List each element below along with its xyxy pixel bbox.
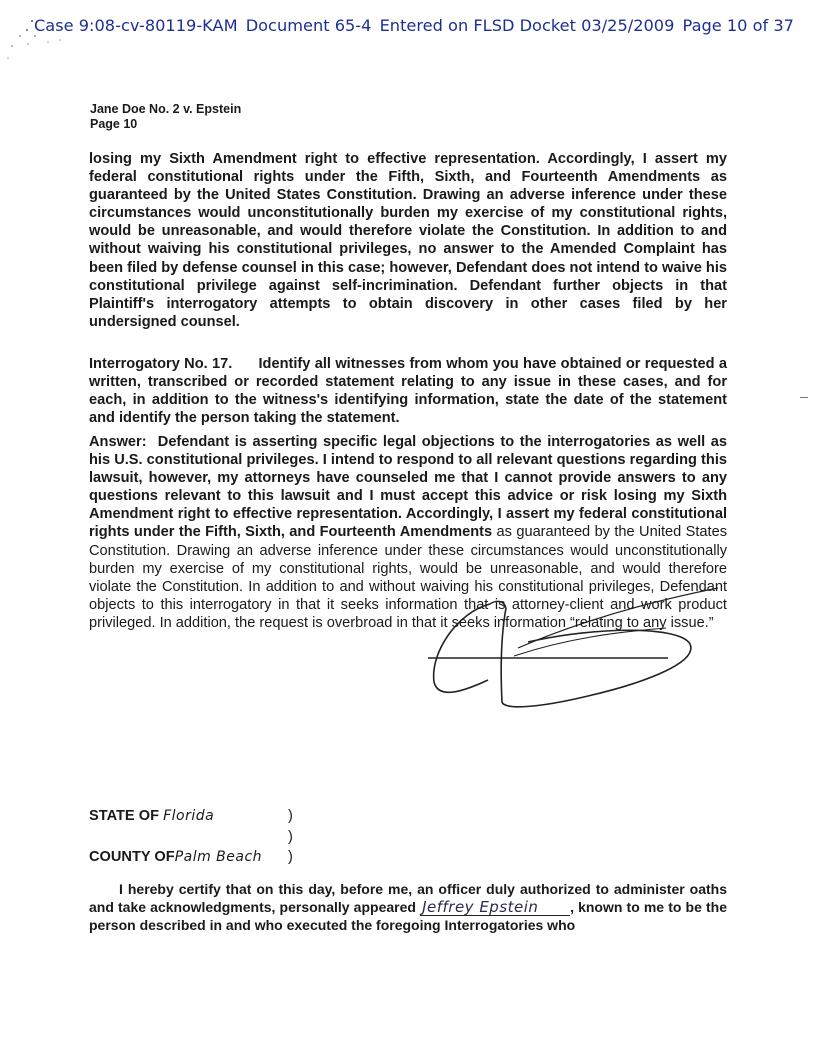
interrogatory-17-label: Interrogatory No. 17.: [89, 356, 233, 372]
certify-after: , known to me to be the person described in and who executed the foregoing Interrogatories who: [89, 899, 728, 934]
answer-17-text-a: Defendant is asserting specific legal objections to the interrogatories as well as his U.S. constitutional privileges. I intend to respond to all relevant questions regarding this lawsuit, however, my attorneys have counseled me that I cannot provide answers to any questions relevant to this lawsuit and I must accept this advice or risk losing my Sixth Amendment right to effective representation. Accordingly, I assert my federal constitutional rights under the Fifth, Sixth, and Fourteenth Amendments: [89, 434, 728, 541]
scan-specks: [0, 0, 90, 70]
page-count: Page 10 of 37: [682, 16, 794, 35]
appeared-name-field: [420, 900, 570, 916]
state-line: [89, 808, 214, 824]
signature: [418, 582, 718, 712]
document-number: Document 65-4: [245, 16, 372, 35]
paren-3: ): [288, 849, 293, 865]
docket-stamp: [34, 16, 794, 35]
paren-2: ): [288, 829, 293, 845]
answer-17-label: Answer:: [89, 434, 147, 450]
certification-paragraph: [89, 880, 727, 934]
margin-mark: [800, 397, 808, 398]
interrogatory-17: [89, 355, 727, 427]
county-label: COUNTY OF: [89, 849, 175, 865]
certify-before: I hereby certify that on this day, before me, an officer duly authorized to administer oaths and take acknowledgments, personally appeared: [89, 881, 727, 916]
case-caption: Jane Doe No. 2 v. Epstein: [90, 102, 242, 116]
appeared-name: Jeffrey Epstein: [422, 898, 539, 917]
paren-1: ): [288, 808, 293, 824]
answer-16-continued: losing my Sixth Amendment right to effective representation. Accordingly, I assert my federal constitutional rights under the Fifth, Sixth, and Fourteenth Amendments as guaranteed by the United States Constitution. Drawing an adverse inference under these circumstances would unconstitutionally burden my exercise of my constitutional rights, would be unreasonable, and would therefore violate the Constitution. In addition to and without waiving his constitutional privileges, no answer to the Amended Complaint has been filed by defense counsel in this case; however, Defendant does not intend to waive his constitutional privilege against self-incrimination. Defendant further objects in that Plaintiff's interrogatory attempts to obtain discovery in other cases filed by her undersigned counsel.: [89, 151, 727, 330]
state-label: STATE OF: [89, 808, 159, 824]
county-value: Palm Beach: [174, 849, 263, 865]
entered-date: Entered on FLSD Docket 03/25/2009: [379, 16, 675, 35]
interrogatory-17-text: Identify all witnesses from whom you have obtained or requested a written, transcribed or recorded statement relating to any issue in these cases, and for each, in addition to the witness's identifying information, state the date of the statement and identify the person taking the statement.: [89, 356, 728, 427]
case-number: Case 9:08-cv-80119-KAM: [34, 16, 238, 35]
page-header: [90, 102, 241, 132]
state-value: Florida: [163, 808, 215, 824]
answer-17-text-b: as guaranteed by the United States Constitution. Drawing an adverse inference under these circumstances would unconstitutionally burden my exercise of my constitutional rights, would be unreasonable, and would therefore violate the Constitution. In addition to and without waiving his constitutional privileges, Defendant objects to this interrogatory in that it seeks information that is attorney-client and work product privileged. In addition, the request is overbroad in that it seeks information “relating to any issue.”: [89, 524, 727, 631]
county-line: [89, 849, 262, 865]
page-number: Page 10: [90, 117, 138, 131]
